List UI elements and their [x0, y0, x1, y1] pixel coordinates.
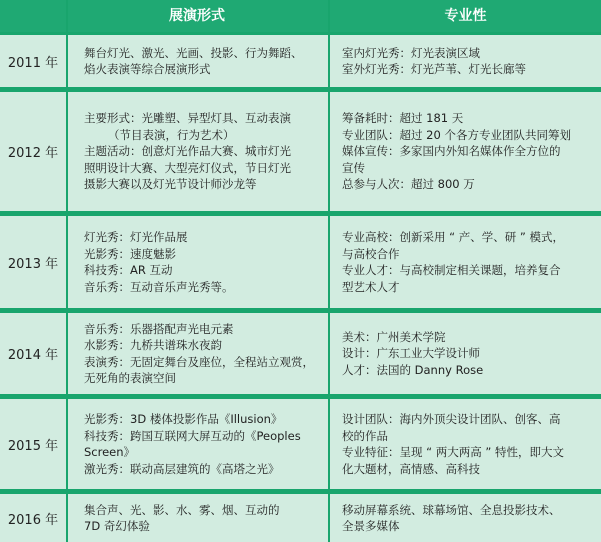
- form-line: 无死角的表演空间: [84, 371, 176, 385]
- table-row: [0, 35, 601, 87]
- table-row: [0, 313, 601, 394]
- table-row: [0, 92, 601, 211]
- form-cell: [66, 35, 328, 87]
- header-form: 展演形式: [169, 8, 225, 24]
- form-text: [68, 110, 295, 193]
- form-line: 激光秀：联动高层建筑的《高塔之光》: [84, 461, 280, 476]
- form-cell: [66, 92, 328, 211]
- spec-line: 全景多媒体: [342, 519, 400, 533]
- spec-line: 专业特征：呈现 “ 两大两高 ” 特性，即大文: [342, 445, 565, 459]
- form-line: 科技秀：跨国互联网大屏互动的《Peoples: [84, 428, 301, 443]
- form-line: 科技秀：AR 互动: [84, 263, 173, 277]
- year-cell: [0, 494, 66, 542]
- spec-text: [330, 45, 530, 78]
- form-text: [68, 229, 238, 295]
- spec-line: 专业人才：与高校制定相关课题，培养复合: [342, 263, 561, 277]
- form-line: 7D 奇幻体验: [84, 519, 150, 533]
- spec-cell: [328, 494, 601, 542]
- spec-line: 美术：广州美术学院: [342, 329, 446, 344]
- header-spec: 专业性: [444, 8, 487, 24]
- year-label: 2011 年: [7, 55, 59, 71]
- spec-line: 宣传: [342, 160, 365, 175]
- spec-line: 设计团队：海内外顶尖设计团队、创客、高: [342, 412, 561, 426]
- form-line: 摄影大赛以及灯光节设计师沙龙等: [84, 177, 257, 192]
- spec-line: 室内灯光秀：灯光表演区域: [342, 45, 480, 60]
- spec-text: [330, 411, 568, 477]
- form-line: 主要形式：光雕塑、异型灯具、互动表演: [84, 111, 291, 126]
- form-cell: [66, 399, 328, 489]
- spec-line: 专业团队：超过 20 个各方专业团队共同筹划: [342, 127, 571, 142]
- form-line: （节目表演，行为艺术）: [108, 127, 235, 142]
- spec-line: 筹备耗时：超过 181 天: [342, 111, 464, 126]
- form-line: 光影秀：3D 楼体投影作品《Illusion》: [84, 412, 283, 426]
- year-cell: [0, 216, 66, 308]
- table-row: [0, 494, 601, 542]
- table-header: [0, 0, 601, 32]
- form-line: 主题活动：创意灯光作品大赛、城市灯光: [84, 144, 291, 159]
- spec-line: 校的作品: [342, 428, 388, 443]
- form-text: [68, 411, 305, 477]
- header-divider: [66, 0, 68, 32]
- year-cell: [0, 92, 66, 211]
- form-text: [68, 321, 318, 387]
- year-label: 2012 年: [7, 146, 59, 161]
- table-row: [0, 216, 601, 308]
- form-text: [68, 502, 284, 535]
- year-label: 2016 年: [7, 512, 59, 528]
- form-line: 舞台灯光、激光、光画、投影、行为舞蹈、: [84, 45, 303, 60]
- year-cell: [0, 35, 66, 87]
- spec-line: 化大题材，高情感、高科技: [342, 461, 480, 476]
- spec-line: 移动屏幕系统、球幕场馆、全息投影技术、: [342, 502, 561, 517]
- spec-line: 专业高校：创新采用 “ 产、学、研 ” 模式，: [342, 230, 565, 244]
- form-text: [68, 45, 307, 78]
- spec-text: [330, 502, 565, 535]
- form-line: 水影秀：九桥共谱珠水夜韵: [84, 338, 222, 352]
- form-line: 光影秀：速度魅影: [84, 246, 176, 261]
- form-line: 音乐秀：互动音乐声光秀等。: [84, 279, 234, 294]
- spec-line: 人才：法国的 Danny Rose: [342, 362, 484, 377]
- spec-text: [330, 329, 487, 379]
- form-line: 灯光秀：灯光作品展: [84, 230, 188, 244]
- spec-cell: [328, 35, 601, 87]
- form-line: 照明设计大赛、大型亮灯仪式，节日灯光: [84, 160, 291, 175]
- spec-cell: [328, 92, 601, 211]
- form-line: 集合声、光、影、水、雾、烟、互动的: [84, 502, 280, 517]
- spec-text: [330, 110, 575, 193]
- spec-cell: [328, 313, 601, 394]
- spec-cell: [328, 399, 601, 489]
- form-cell: [66, 216, 328, 308]
- year-label: 2014 年: [7, 348, 59, 363]
- spec-line: 与高校合作: [342, 246, 400, 261]
- form-line: 焰火表演等综合展演形式: [84, 62, 211, 76]
- form-line: 音乐秀：乐器搭配声光电元素: [84, 321, 234, 336]
- spec-line: 设计：广东工业大学设计师: [342, 346, 480, 361]
- form-cell: [66, 313, 328, 394]
- year-cell: [0, 399, 66, 489]
- spec-line: 媒体宣传：多家国内外知名媒体作全方位的: [342, 144, 561, 159]
- spec-line: 室外灯光秀：灯光芦苇、灯光长廊等: [342, 62, 526, 76]
- form-line: Screen》: [84, 445, 136, 459]
- form-line: 表演秀：无固定舞台及座位，全程站立观赏，: [84, 354, 314, 369]
- table-row: [0, 399, 601, 489]
- spec-text: [330, 229, 568, 295]
- header-divider: [328, 0, 330, 32]
- form-cell: [66, 494, 328, 542]
- spec-cell: [328, 216, 601, 308]
- year-label: 2013 年: [7, 256, 59, 272]
- year-label: 2015 年: [7, 438, 59, 454]
- spec-line: 总参与人次：超过 800 万: [342, 177, 475, 192]
- spec-line: 型艺术人才: [342, 279, 400, 294]
- year-cell: [0, 313, 66, 394]
